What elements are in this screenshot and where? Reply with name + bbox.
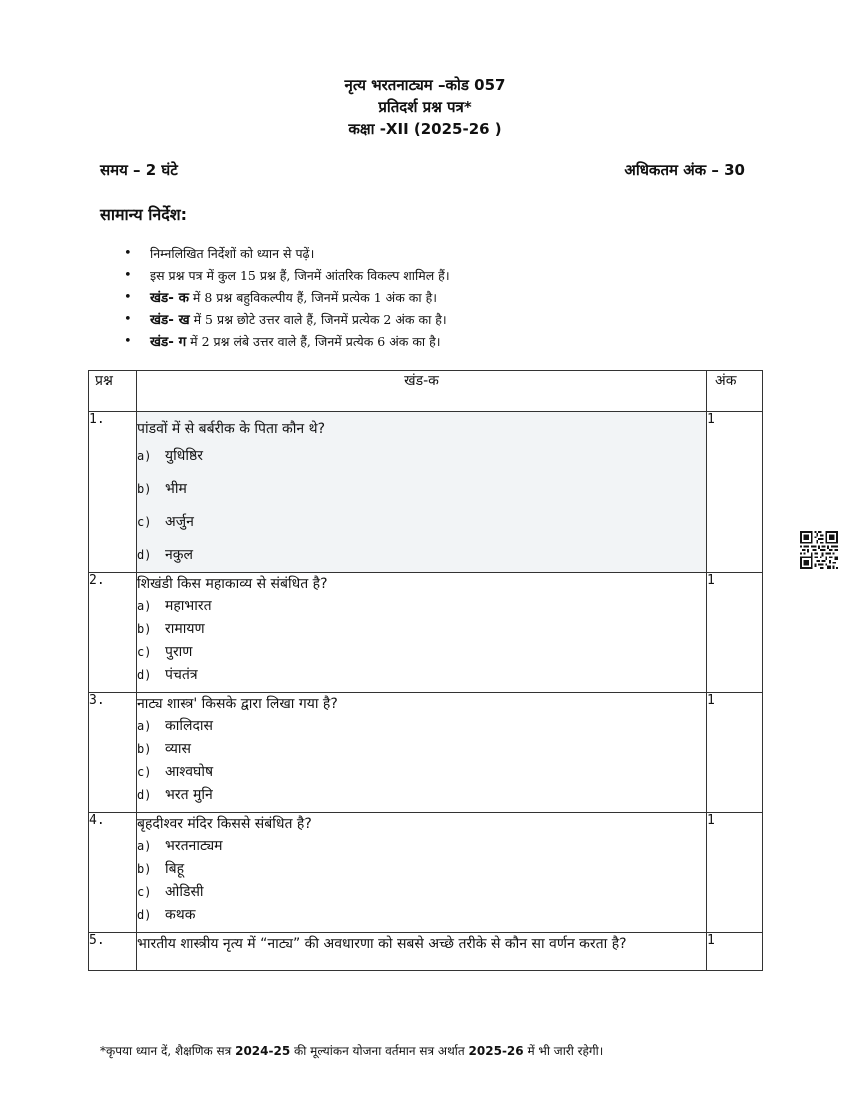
document-header <box>0 74 850 140</box>
instruction-item: • खंड- ख में 5 प्रश्न छोटे उत्तर वाले हैं, जिनमें प्रत्येक 2 अंक का है। <box>124 309 450 331</box>
bullet-icon: • <box>124 334 132 349</box>
option: d) भरत मुनि <box>137 787 213 803</box>
question-text: बृहदीश्वर मंदिर किससे संबंधित है? <box>137 816 312 832</box>
bullet-icon: • <box>124 246 132 261</box>
question-number: 4. <box>89 813 137 933</box>
table-row <box>89 933 763 971</box>
class-session: कक्षा -XII (2025-26 ) <box>348 120 502 138</box>
question-table <box>88 370 763 971</box>
bullet-icon: • <box>124 268 132 283</box>
question-marks: 1 <box>707 573 763 693</box>
instructions-list <box>124 243 450 353</box>
question-cell <box>137 813 707 933</box>
option: a) भरतनाट्यम <box>137 838 223 854</box>
option: b) रामायण <box>137 621 205 637</box>
question-text: पांडवों में से बर्बरीक के पिता कौन थे? <box>137 421 326 437</box>
qr-code-icon[interactable] <box>800 531 838 569</box>
table-row <box>89 573 763 693</box>
question-cell <box>137 933 707 971</box>
option: d) पंचतंत्र <box>137 667 198 683</box>
instructions-title: सामान्य निर्देश: <box>100 205 188 224</box>
question-number: 5. <box>89 933 137 971</box>
question-cell <box>137 573 707 693</box>
option: d) नकुल <box>137 547 194 563</box>
table-row <box>89 693 763 813</box>
option: b) व्यास <box>137 741 191 757</box>
option: c) अर्जुन <box>137 514 194 530</box>
option: a) महाभारत <box>137 598 212 614</box>
option: a) कालिदास <box>137 718 214 734</box>
paper-type: प्रतिदर्श प्रश्न पत्र* <box>378 98 472 116</box>
subject-title: नृत्य भरतनाट्यम –कोड 057 <box>344 76 506 94</box>
option: d) कथक <box>137 907 196 923</box>
question-cell <box>137 693 707 813</box>
option: b) भीम <box>137 481 187 497</box>
footnote: *कृपया ध्यान दें, शैक्षणिक सत्र 2024-25 की मूल्यांकन योजना वर्तमान सत्र अर्थात 2025-26 में भी जारी रहेगी। <box>100 1044 604 1058</box>
option: a) युधिष्ठिर <box>137 448 203 464</box>
question-number: 3. <box>89 693 137 813</box>
question-text: भारतीय शास्त्रीय नृत्य में “नाट्य” की अवधारणा को सबसे अच्छे तरीके से कौन सा वर्णन करता है? <box>137 936 627 952</box>
question-marks: 1 <box>707 412 763 573</box>
option: c) पुराण <box>137 644 193 660</box>
table-row <box>89 813 763 933</box>
header-section: खंड-क <box>137 371 707 412</box>
header-question-no: प्रश्न <box>89 371 137 412</box>
table-header-row <box>89 371 763 412</box>
option: b) बिहू <box>137 861 185 877</box>
instruction-item: • इस प्रश्न पत्र में कुल 15 प्रश्न हैं, जिनमें आंतरिक विकल्प शामिल हैं। <box>124 265 450 287</box>
question-text: नाट्य शास्त्र' किसके द्वारा लिखा गया है? <box>137 696 338 712</box>
instruction-item: • खंड- ग में 2 प्रश्न लंबे उत्तर वाले हैं, जिनमें प्रत्येक 6 अंक का है। <box>124 331 450 353</box>
time-allowed: समय – 2 घंटे <box>100 161 178 179</box>
question-marks: 1 <box>707 933 763 971</box>
question-cell <box>137 412 707 573</box>
table-row <box>89 412 763 573</box>
header-marks: अंक <box>707 371 763 412</box>
question-marks: 1 <box>707 693 763 813</box>
question-text: शिखंडी किस महाकाव्य से संबंधित है? <box>137 576 328 592</box>
instruction-item: • निम्नलिखित निर्देशों को ध्यान से पढ़ें। <box>124 243 450 265</box>
instruction-item: • खंड- क में 8 प्रश्न बहुविकल्पीय हैं, जिनमें प्रत्येक 1 अंक का है। <box>124 287 450 309</box>
question-number: 2. <box>89 573 137 693</box>
bullet-icon: • <box>124 290 132 305</box>
bullet-icon: • <box>124 312 132 327</box>
max-marks: अधिकतम अंक – 30 <box>624 161 745 179</box>
question-marks: 1 <box>707 813 763 933</box>
option: c) ओडिसी <box>137 884 204 900</box>
option: c) आश्वघोष <box>137 764 214 780</box>
question-number: 1. <box>89 412 137 573</box>
